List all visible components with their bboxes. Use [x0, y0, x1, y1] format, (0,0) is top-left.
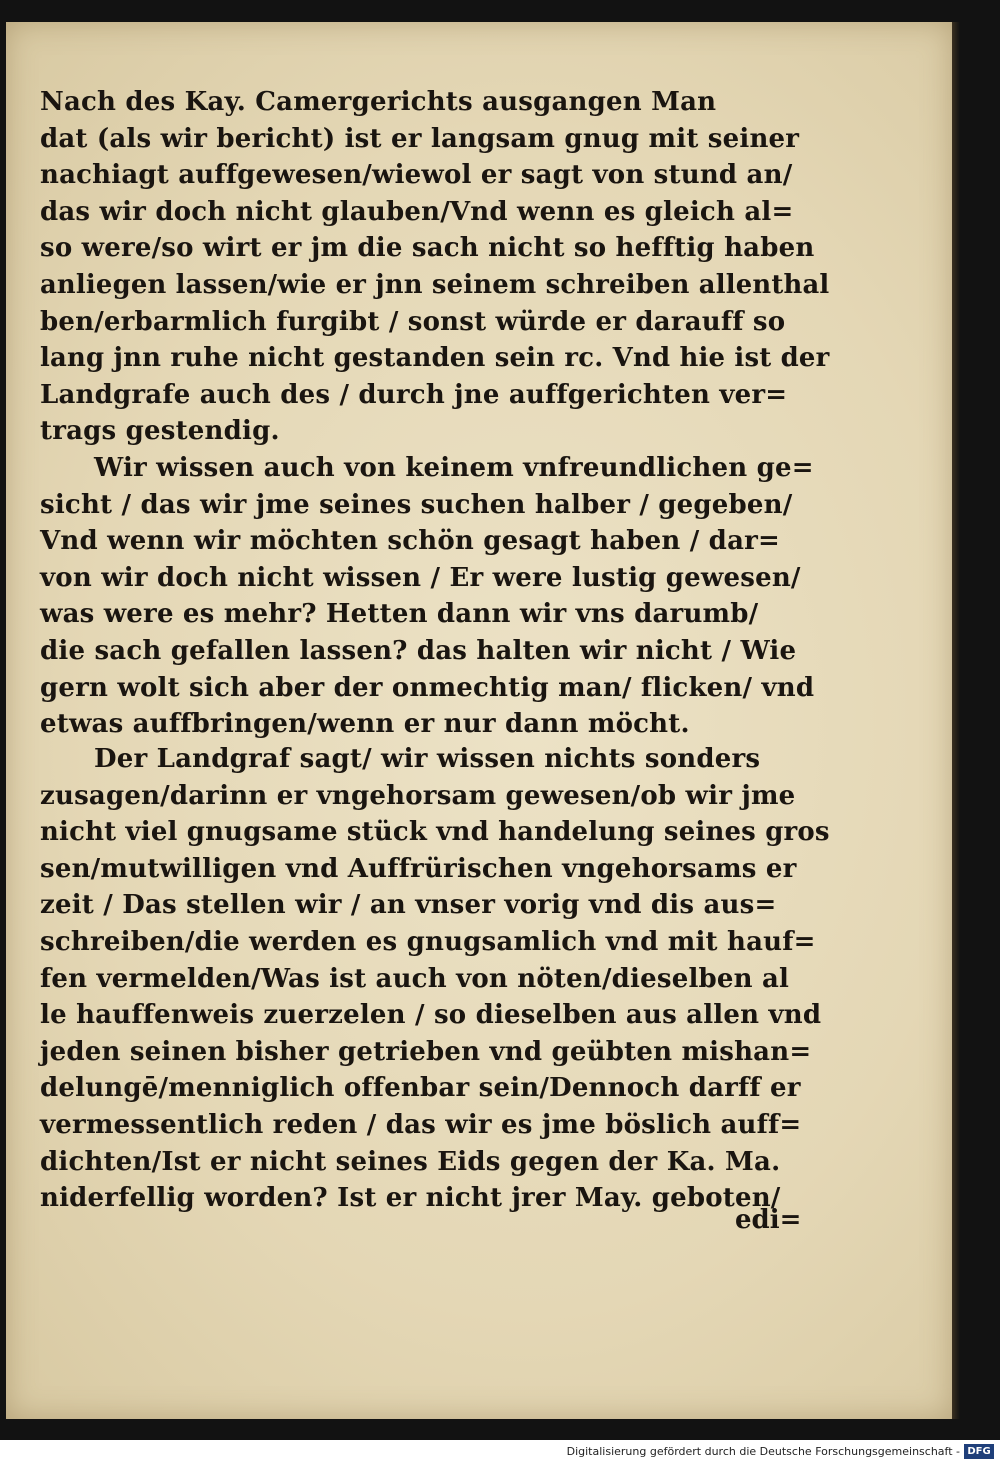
text-line: nicht viel gnugsame stück vnd handelung seines gros [40, 817, 830, 848]
text-line: ben/erbarmlich furgibt / sonst würde er darauff so [40, 306, 786, 337]
text-line: le hauffenweis zuerzelen / so dieselben aus allen vnd [40, 1000, 822, 1031]
text-line: Wir wissen auch von keinem vnfreundlichen ge= [94, 452, 814, 483]
text-line: anliegen lassen/wie er jnn seinem schreiben allenthal [40, 269, 830, 300]
catchword: edi= [735, 1205, 802, 1235]
text-line: Landgrafe auch des / durch jne auffgerichten ver= [40, 379, 788, 410]
text-line: das wir doch nicht glauben/Vnd wenn es gleich al= [40, 196, 794, 227]
page-edge-shadow [952, 22, 960, 1419]
text-line: Vnd wenn wir möchten schön gesagt haben / dar= [40, 526, 780, 557]
text-line: schreiben/die werden es gnugsamlich vnd mit hauf= [40, 926, 816, 957]
text-line: lang jnn ruhe nicht gestanden sein rc. Vnd hie ist der [40, 343, 830, 374]
text-line: Der Landgraf sagt/ wir wissen nichts sonders [94, 744, 761, 774]
text-line: zeit / Das stellen wir / an vnser vorig vnd dis aus= [40, 890, 777, 921]
dfg-logo-icon: DFG [964, 1444, 994, 1459]
text-line: gern wolt sich aber der onmechtig man/ flicken/ vnd [40, 672, 815, 703]
text-line: sicht / das wir jme seines suchen halber / gegeben/ [40, 489, 793, 520]
paragraph-2 [40, 741, 830, 1217]
footer-credit: Digitalisierung gefördert durch die Deutsche Forschungsgemeinschaft - [566, 1445, 960, 1458]
text-line: zusagen/darinn er vngehorsam gewesen/ob wir jme [40, 780, 796, 811]
text-line: trags gestendig. [40, 416, 280, 447]
text-line: so were/so wirt er jm die sach nicht so hefftig haben [40, 233, 815, 264]
footer-bar [0, 1440, 1000, 1465]
text-line: dat (als wir bericht) ist er langsam gnug mit seiner [40, 123, 800, 154]
text-line: vermessentlich reden / das wir es jme böslich auff= [40, 1109, 802, 1140]
text-line: fen vermelden/Was ist auch von nöten/dieselben al [40, 963, 790, 994]
paragraph-1 [40, 84, 830, 743]
text-line: Nach des Kay. Camergerichts ausgangen Man [40, 87, 717, 117]
text-line: jeden seinen bisher getrieben vnd geübten mishan= [40, 1036, 812, 1067]
text-line: niderfellig worden? Ist er nicht jrer May. geboten/ [40, 1183, 781, 1214]
text-line: delungē/menniglich offenbar sein/Dennoch darff er [40, 1073, 801, 1104]
text-line: von wir doch nicht wissen / Er were lustig gewesen/ [40, 562, 801, 593]
text-line: was were es mehr? Hetten dann wir vns darumb/ [40, 599, 759, 630]
text-line: dichten/Ist er nicht seines Eids gegen der Ka. Ma. [40, 1146, 781, 1177]
text-line: etwas auffbringen/wenn er nur dann möcht. [40, 709, 690, 740]
text-line: die sach gefallen lassen? das halten wir nicht / Wie [40, 635, 797, 666]
text-line: sen/mutwilligen vnd Auffrürischen vngehorsams er [40, 853, 797, 884]
text-line: nachiagt auffgewesen/wiewol er sagt von stund an/ [40, 160, 793, 191]
